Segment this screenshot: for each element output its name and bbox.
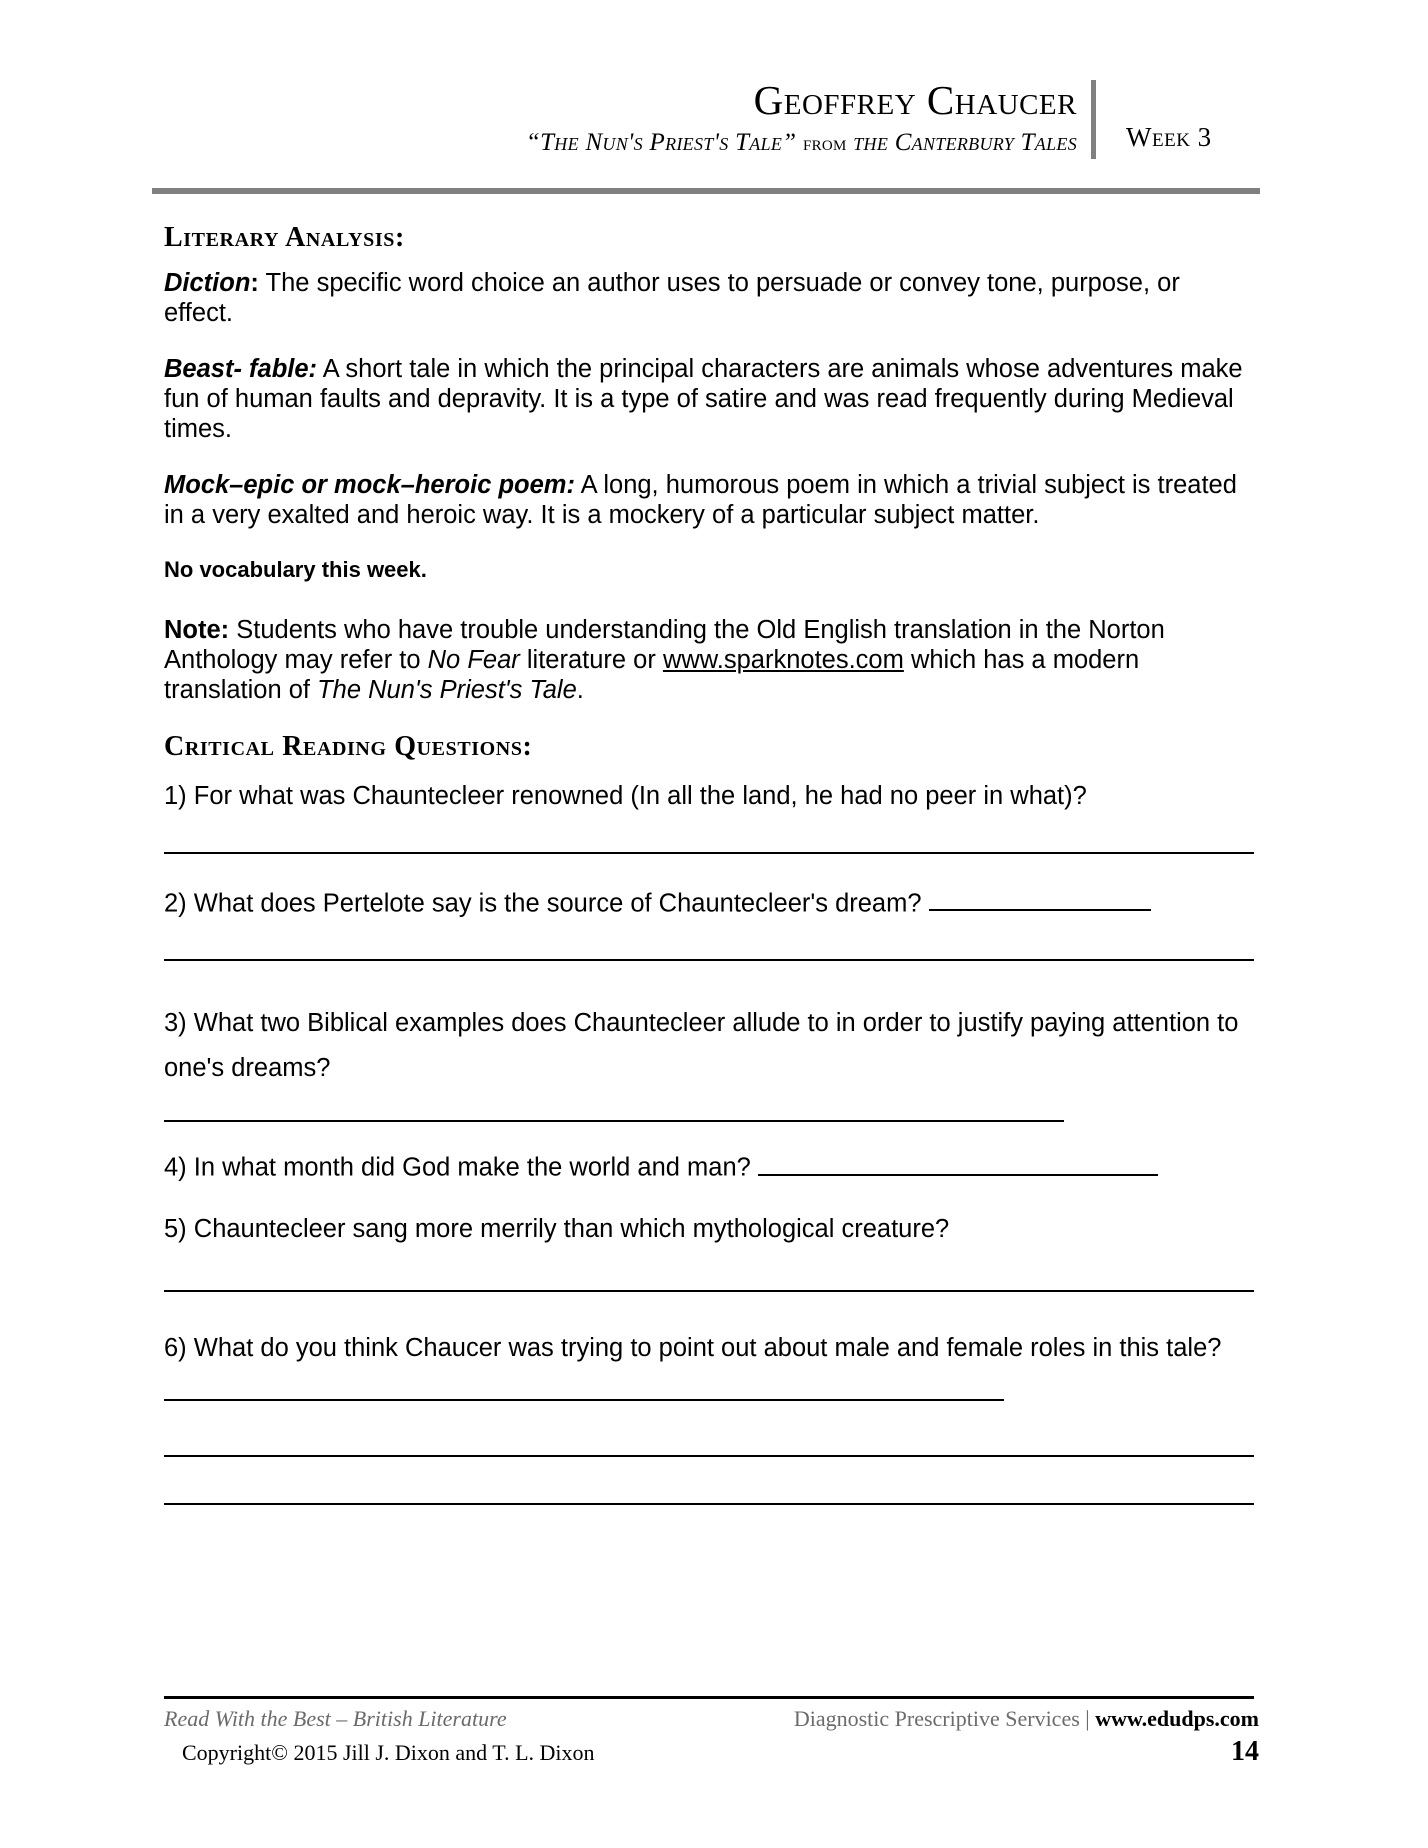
term-diction-colon: :	[250, 269, 259, 297]
week-label: Week 3	[1126, 121, 1212, 152]
note-italic-no-fear: No Fear	[427, 646, 520, 675]
question-3-number: 3)	[164, 1009, 187, 1038]
question-2-number: 2)	[164, 889, 187, 918]
term-mock-epic-label: Mock–epic or mock–heroic poem:	[164, 471, 575, 500]
header-horizontal-rule	[152, 188, 1260, 194]
question-4-text	[164, 1152, 1259, 1183]
term-mock-epic	[164, 470, 1249, 530]
footer-copyright: Copyright© 2015 Jill J. Dixon and T. L. Dixon	[182, 1740, 595, 1765]
question-3	[164, 1001, 1259, 1122]
footer-publisher: Diagnostic Prescriptive Services	[793, 1706, 1080, 1731]
question-3-body: What two Biblical examples does Chauntecleer allude to in order to justify paying attention to one's dreams?	[164, 1009, 1239, 1082]
answer-line-4-inline[interactable]	[758, 1152, 1158, 1176]
note-part2: literature or	[526, 646, 656, 675]
critical-reading-section	[164, 731, 1259, 1505]
footer-series-title: Read With the Best – British Literature	[164, 1706, 507, 1731]
answer-line-2-inline[interactable]	[929, 888, 1151, 912]
term-beast-fable	[164, 354, 1249, 444]
question-5-text	[164, 1214, 1259, 1245]
question-1-text	[164, 781, 1259, 812]
term-diction	[164, 268, 1249, 328]
question-1-body: For what was Chauntecleer renowned (In all the land, he had no peer in what)?	[193, 782, 1087, 811]
header-title-block	[152, 78, 1091, 159]
footer-page-number: 14	[1231, 1736, 1259, 1767]
note-label: Note:	[164, 615, 230, 644]
term-diction-definition: The specific word choice an author uses to persuade or convey tone, purpose, or effect.	[164, 269, 1180, 328]
page-title: Geoffrey Chaucer	[753, 77, 1077, 123]
question-5-body: Chauntecleer sang more merrily than which mythological creature?	[193, 1214, 950, 1243]
term-beast-fable-definition: A short tale in which the principal characters are animals whose adventures make fun of human faults and depravity. It is a type of satire and was read frequently during Medieval times.	[164, 355, 1243, 444]
critical-reading-heading: Critical Reading Questions:	[164, 731, 533, 763]
page-content	[164, 222, 1259, 1505]
question-6-number: 6)	[164, 1334, 187, 1363]
page-header	[152, 78, 1260, 159]
note-part1: Students who have trouble understanding the Old English translation in the Norton Anthology may refer to	[164, 615, 1165, 675]
term-diction-label: Diction	[164, 269, 251, 297]
literary-analysis-heading: Literary Analysis:	[164, 222, 405, 253]
note-part4: .	[576, 676, 584, 705]
subtitle-from-word: from	[802, 130, 847, 156]
footer-publisher-block	[794, 1706, 1259, 1732]
note-part3: which has a modern translation of	[164, 646, 1140, 705]
note-paragraph	[164, 615, 1249, 705]
sparknotes-link[interactable]: www.sparknotes.com	[662, 646, 904, 675]
question-4	[164, 1152, 1259, 1183]
question-1	[164, 781, 1259, 854]
note-italic-tale-title: The Nun's Priest's Tale	[317, 676, 577, 705]
page-subtitle	[152, 127, 1077, 158]
subtitle-work-title: the Canterbury Tales	[853, 129, 1077, 157]
question-3-text	[164, 1001, 1249, 1090]
question-2-text	[164, 888, 1259, 919]
no-vocabulary-notice: No vocabulary this week.	[164, 556, 427, 582]
question-6	[164, 1326, 1259, 1505]
term-beast-fable-label: Beast- fable:	[164, 355, 318, 384]
question-6-body: What do you think Chaucer was trying to point out about male and female roles in this tale?	[193, 1334, 1222, 1363]
question-4-body: In what month did God make the world and man?	[193, 1153, 751, 1182]
answer-line-6b[interactable]	[164, 1503, 1254, 1505]
question-5-number: 5)	[164, 1214, 187, 1243]
footer-separator: |	[1085, 1706, 1090, 1731]
question-2-body: What does Pertelote say is the source of Chauntecleer's dream?	[193, 889, 922, 918]
footer-website[interactable]: www.edudps.com	[1095, 1706, 1259, 1731]
question-1-number: 1)	[164, 782, 187, 811]
question-4-number: 4)	[164, 1153, 187, 1182]
answer-line-6-inline[interactable]	[164, 1377, 1004, 1401]
question-5	[164, 1214, 1259, 1293]
question-6-text	[164, 1326, 1249, 1415]
question-2	[164, 888, 1259, 961]
header-week-block	[1096, 78, 1260, 159]
page-footer	[164, 1706, 1259, 1768]
subtitle-quoted-title: “The Nun's Priest's Tale”	[525, 129, 797, 157]
footer-rule	[164, 1696, 1254, 1699]
term-mock-epic-definition: A long, humorous poem in which a trivial subject is treated in a very exalted and heroic way. It is a mockery of a particular subject matter.	[164, 471, 1237, 530]
